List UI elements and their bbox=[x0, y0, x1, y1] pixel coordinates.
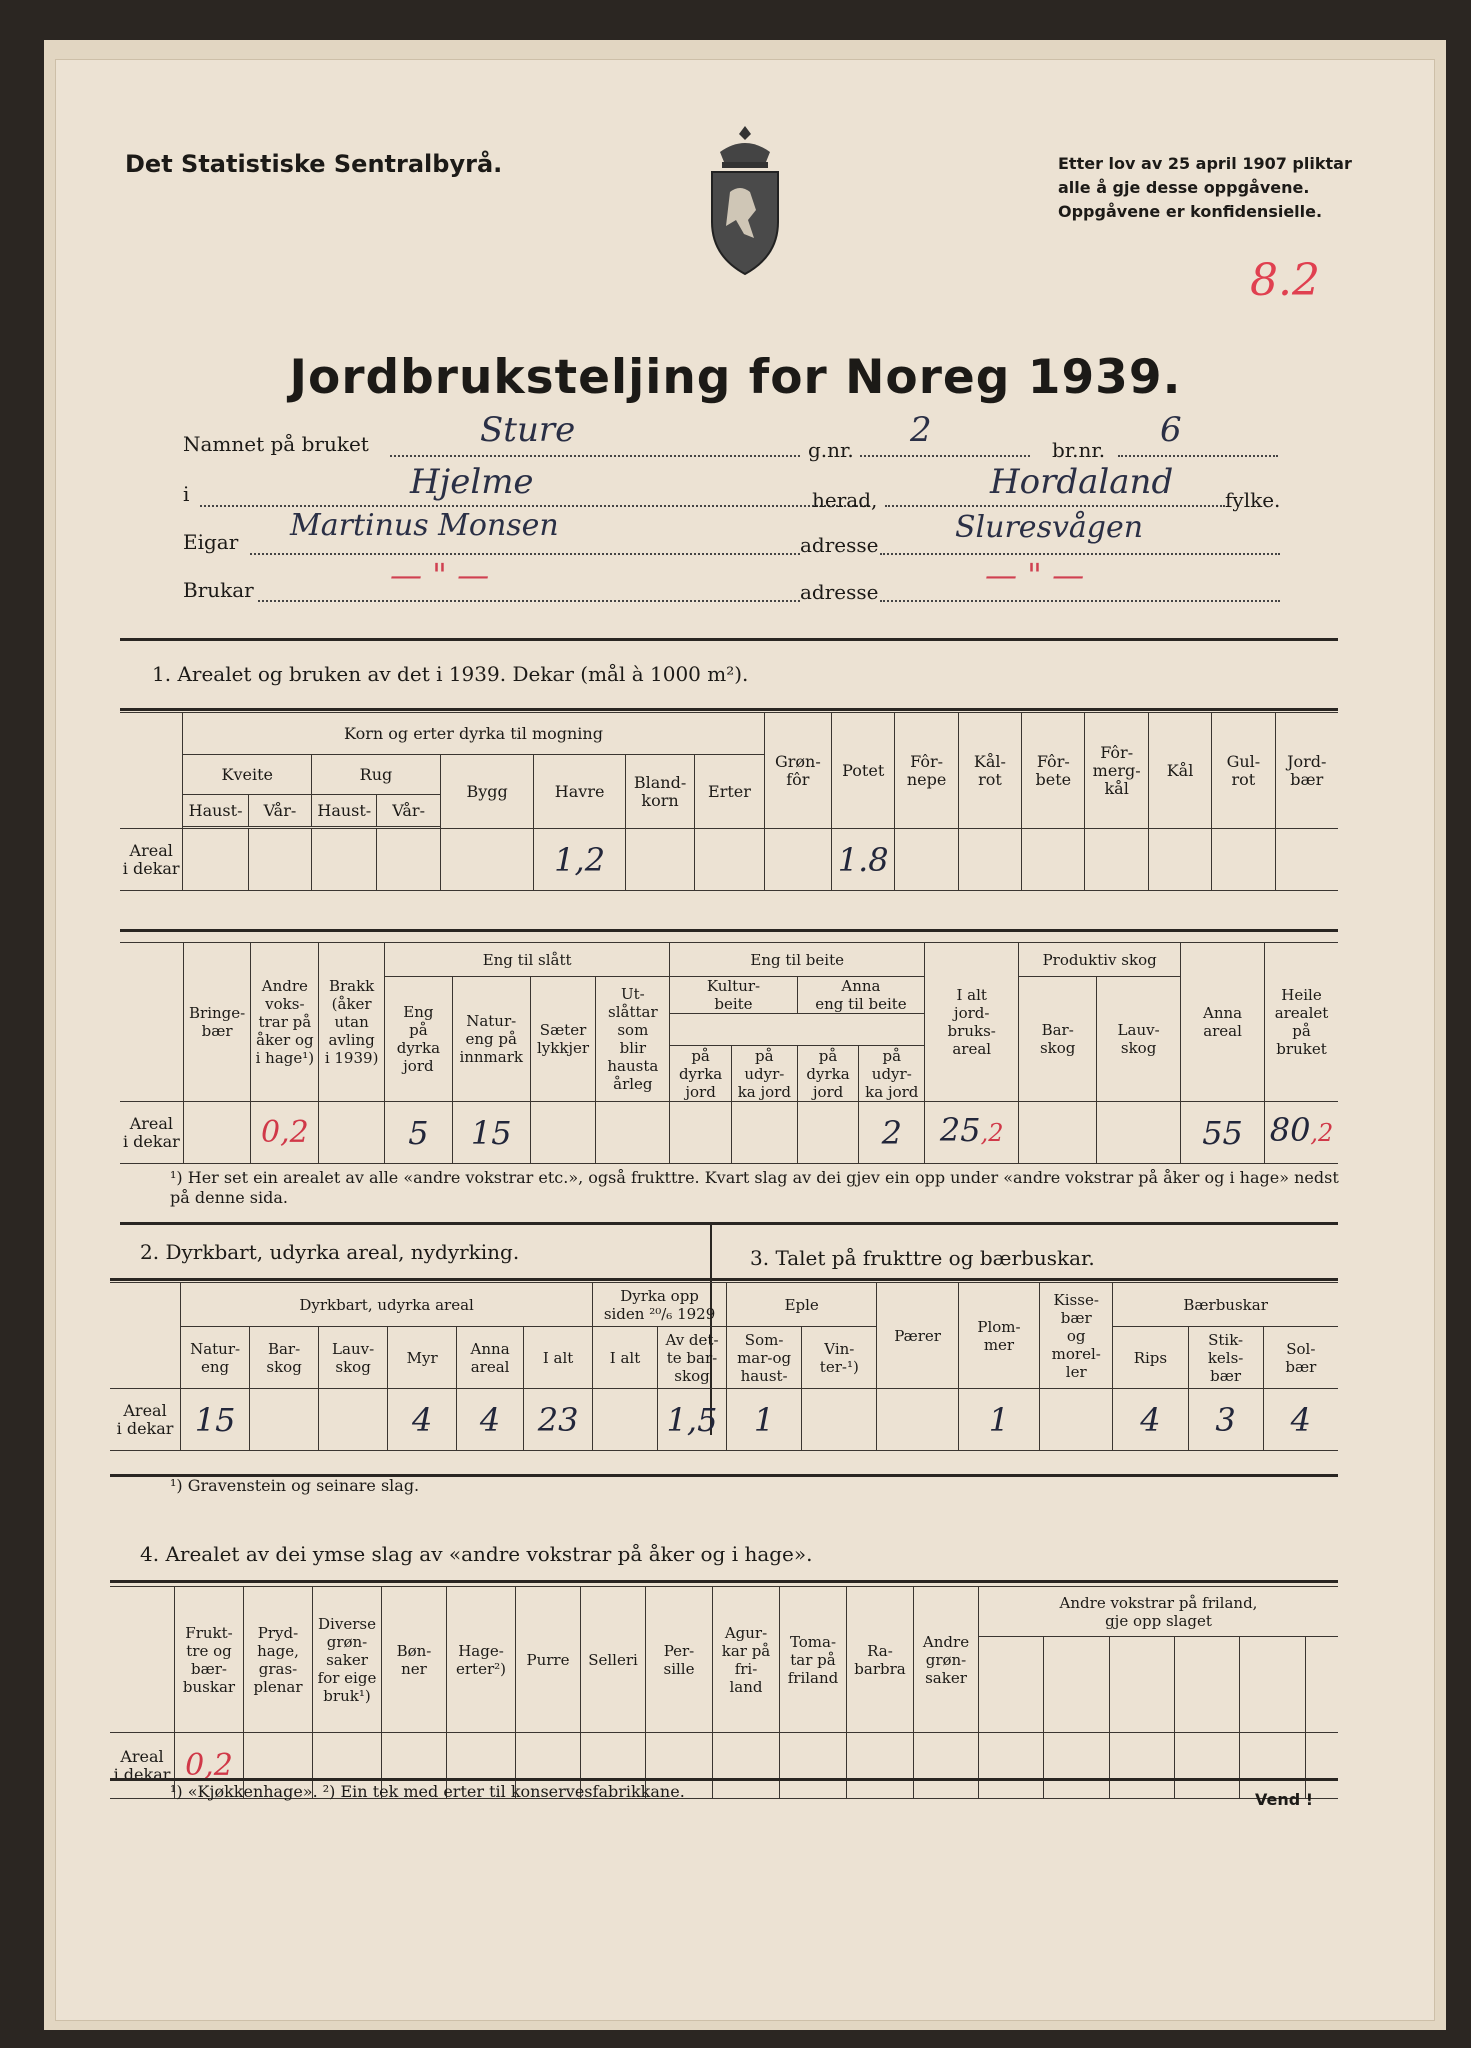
s1-corner bbox=[120, 713, 183, 829]
s1-forbete: Fôr- bete bbox=[1022, 713, 1085, 829]
s2-corner bbox=[110, 1283, 181, 1389]
s1-cell-gulrot[interactable] bbox=[1212, 829, 1275, 891]
s4-rabarbra: Ra- barbra bbox=[847, 1587, 914, 1733]
section1-mid-rule bbox=[120, 929, 1338, 932]
s1-cell-havre[interactable]: 1,2 bbox=[534, 829, 626, 891]
s3-cell-rips[interactable]: 4 bbox=[1113, 1389, 1188, 1451]
s1-kveite-haust: Haust- bbox=[183, 795, 248, 827]
s1b-kultur-udyrka: på udyr- ka jord bbox=[731, 1046, 797, 1102]
brnr-line bbox=[1118, 455, 1278, 457]
coat-of-arms-icon bbox=[700, 122, 790, 282]
legal-line-2: alle å gje desse oppgåvene. bbox=[1058, 178, 1310, 197]
brukar-value[interactable]: — " — bbox=[390, 556, 490, 594]
legal-notice bbox=[1058, 152, 1352, 224]
s1-kveite: Kveite bbox=[183, 755, 312, 795]
s1b-heile: Heile arealet på bruket bbox=[1265, 943, 1338, 1102]
section2-heading: 2. Dyrkbart, udyrka areal, nydyrking. bbox=[140, 1240, 520, 1264]
s1-rug-haust: Haust- bbox=[312, 795, 377, 827]
s1b-anna-udyrka: på udyr- ka jord bbox=[859, 1046, 925, 1102]
s4-selleri: Selleri bbox=[581, 1587, 646, 1733]
s1-potet: Potet bbox=[832, 713, 895, 829]
s2-anna-areal: Anna areal bbox=[457, 1327, 524, 1389]
s2-dyrka-i-alt: I alt bbox=[593, 1327, 658, 1389]
s3-sommar: Som- mar-og haust- bbox=[727, 1327, 802, 1389]
s1-cell-kveite-haust[interactable] bbox=[183, 829, 248, 891]
s1b-barskog: Bar- skog bbox=[1019, 977, 1097, 1102]
s3-cell-stikkels[interactable]: 3 bbox=[1188, 1389, 1263, 1451]
s4-diverse: Diverse grøn- saker for eige bruk¹) bbox=[313, 1587, 382, 1733]
eigar-value[interactable]: Martinus Monsen bbox=[290, 508, 559, 543]
s1b-eng-dyrka: Eng på dyrka jord bbox=[385, 977, 453, 1102]
s1b-anna-eng: Anna eng til beite bbox=[797, 977, 924, 1014]
s1-bygg: Bygg bbox=[440, 755, 534, 829]
s1b-eng-beite: Eng til beite bbox=[670, 943, 925, 977]
s1b-saeter: Sæter lykkjer bbox=[530, 977, 596, 1102]
s1b-cell-barskog[interactable] bbox=[1019, 1102, 1097, 1164]
s4-andre-friland: Andre vokstrar på friland, gje opp slaget bbox=[979, 1587, 1339, 1637]
s2-dyrkbart: Dyrkbart, udyrka areal bbox=[181, 1283, 593, 1327]
i-line bbox=[200, 505, 870, 507]
s1b-cell-andre[interactable]: 0,2 bbox=[251, 1102, 319, 1164]
s4-friland-col-6 bbox=[1305, 1637, 1338, 1733]
s2-row-label: Areal i dekar bbox=[110, 1389, 181, 1451]
s1b-heile-red: ,2 bbox=[1310, 1118, 1334, 1147]
s3-kissebaer: Kisse- bær og morel- ler bbox=[1040, 1283, 1113, 1389]
s1-cell-erter[interactable] bbox=[695, 829, 764, 891]
section1b-table bbox=[120, 942, 1338, 1164]
stamp-number: 8.2 bbox=[1250, 255, 1320, 306]
s1b-eng-slatt: Eng til slått bbox=[385, 943, 670, 977]
s1-row-label: Areal i dekar bbox=[120, 829, 183, 891]
s4-purre: Purre bbox=[516, 1587, 581, 1733]
s3-plommer: Plom- mer bbox=[958, 1283, 1039, 1389]
fylke-label: fylke. bbox=[1225, 488, 1281, 512]
s1-cell-gronfor[interactable] bbox=[764, 829, 831, 891]
s1b-bringebaer: Bringe- bær bbox=[183, 943, 251, 1102]
s1b-brakk: Brakk (åker utan avling i 1939) bbox=[319, 943, 385, 1102]
s4-andre-gronsaker: Andre grøn- saker bbox=[914, 1587, 979, 1733]
legal-line-3: Oppgåvene er konfidensielle. bbox=[1058, 202, 1323, 221]
eigar-adresse-value[interactable]: Sluresvågen bbox=[955, 510, 1144, 545]
s4-tomatar: Toma- tar på friland bbox=[780, 1587, 847, 1733]
s1b-i-alt-value: 25 bbox=[939, 1110, 981, 1149]
s2-cell-lauvskog[interactable] bbox=[319, 1389, 388, 1451]
s1b-cell-utslattar[interactable] bbox=[596, 1102, 670, 1164]
s2-av-dette: Av det- te bar- skog bbox=[657, 1327, 726, 1389]
s1b-anna-areal: Anna areal bbox=[1181, 943, 1265, 1102]
s3-eple: Eple bbox=[727, 1283, 877, 1327]
s1-korn-header: Korn og erter dyrka til mogning bbox=[183, 713, 764, 755]
section4-bottom-rule bbox=[110, 1778, 1338, 1781]
section2-3-table bbox=[110, 1282, 1338, 1451]
s1b-cell-saeter[interactable] bbox=[530, 1102, 596, 1164]
s1-rug: Rug bbox=[312, 755, 441, 795]
s1b-row-label: Areal i dekar bbox=[120, 1102, 183, 1164]
section2-note: ¹) Gravenstein og seinare slag. bbox=[170, 1476, 420, 1495]
brnr-label: br.nr. bbox=[1052, 438, 1106, 462]
divider bbox=[120, 638, 1338, 641]
s1-cell-potet[interactable]: 1.8 bbox=[832, 829, 895, 891]
s1b-cell-brakk[interactable] bbox=[319, 1102, 385, 1164]
s1b-cell-i-alt[interactable] bbox=[925, 1102, 1019, 1164]
i-label: i bbox=[183, 482, 190, 506]
s1-kalrot: Kål- rot bbox=[958, 713, 1021, 829]
s4-friland-col-5 bbox=[1240, 1637, 1305, 1733]
s1b-cell-bringebaer[interactable] bbox=[183, 1102, 251, 1164]
eigar-adresse-line bbox=[880, 553, 1280, 555]
s1b-cell-kultur-dyrka[interactable] bbox=[670, 1102, 732, 1164]
s1b-corner bbox=[120, 943, 183, 1102]
vend-label: Vend ! bbox=[1255, 1790, 1314, 1809]
brukar-label: Brukar bbox=[183, 578, 254, 602]
s4-cell-andre-gronsaker[interactable] bbox=[914, 1733, 979, 1799]
section4-note: ¹) «Kjøkkenhage». ²) Ein tek med erter til konservesfabrikkane. bbox=[170, 1782, 685, 1801]
s4-friland-col-4 bbox=[1175, 1637, 1240, 1733]
eigar-label: Eigar bbox=[183, 530, 239, 554]
s4-cell-friland-4[interactable] bbox=[1175, 1733, 1240, 1799]
s1-gulrot: Gul- rot bbox=[1212, 713, 1275, 829]
s2-cell-dyrka-i-alt[interactable] bbox=[593, 1389, 658, 1451]
s3-cell-vinter[interactable] bbox=[802, 1389, 877, 1451]
s4-frukttre: Frukt- tre og bær- buskar bbox=[175, 1587, 244, 1733]
s1b-naturaeng: Natur- eng på innmark bbox=[452, 977, 530, 1102]
s4-cell-agurkar[interactable] bbox=[713, 1733, 780, 1799]
s1b-heile-value: 80 bbox=[1269, 1110, 1311, 1149]
herad-label: herad, bbox=[812, 488, 878, 512]
s1-fornepe: Fôr- nepe bbox=[895, 713, 958, 829]
page-title: Jordbruksteljing for Noreg 1939. bbox=[289, 350, 1182, 405]
s1-erter: Erter bbox=[695, 755, 764, 829]
s1b-lauvskog: Lauv- skog bbox=[1097, 977, 1181, 1102]
s1b-cell-eng-dyrka[interactable]: 5 bbox=[385, 1102, 453, 1164]
s4-cell-frukttre[interactable]: 0,2 bbox=[175, 1733, 244, 1799]
s1b-i-alt-red: ,2 bbox=[980, 1118, 1004, 1147]
s3-cell-paerer[interactable] bbox=[877, 1389, 958, 1451]
s1-jordbaer: Jord- bær bbox=[1275, 713, 1338, 829]
s1-formergkal: Fôr- merg- kål bbox=[1085, 713, 1148, 829]
s4-friland-col-2 bbox=[1044, 1637, 1109, 1733]
s4-friland-col-1 bbox=[979, 1637, 1044, 1733]
s1-cell-blandkorn[interactable] bbox=[625, 829, 694, 891]
s2-cell-i-alt[interactable]: 23 bbox=[524, 1389, 593, 1451]
s1b-produktiv-skog: Produktiv skog bbox=[1019, 943, 1181, 977]
s2-cell-naturaeng[interactable]: 15 bbox=[181, 1389, 250, 1451]
s4-agurkar: Agur- kar på fri- land bbox=[713, 1587, 780, 1733]
section3-heading: 3. Talet på frukttre og bærbuskar. bbox=[750, 1246, 1095, 1270]
s1-rug-var: Vår- bbox=[377, 795, 440, 827]
s2-myr: Myr bbox=[388, 1327, 457, 1389]
s4-friland-col-3 bbox=[1109, 1637, 1174, 1733]
s3-cell-kissebaer[interactable] bbox=[1040, 1389, 1113, 1451]
s2-i-alt: I alt bbox=[524, 1327, 593, 1389]
s1-cell-bygg[interactable] bbox=[440, 829, 534, 891]
s1-havre: Havre bbox=[534, 755, 626, 829]
s1-cell-kveite-var[interactable] bbox=[248, 829, 311, 891]
gnr-value[interactable]: 2 bbox=[910, 410, 932, 450]
gnr-label: g.nr. bbox=[808, 438, 854, 462]
brukar-adresse-value[interactable]: — " — bbox=[985, 556, 1085, 594]
section1-top-rule bbox=[120, 708, 1338, 711]
s3-cell-sommar[interactable]: 1 bbox=[727, 1389, 802, 1451]
gnr-line bbox=[860, 455, 1030, 457]
section4-heading: 4. Arealet av dei ymse slag av «andre vokstrar på åker og i hage». bbox=[140, 1542, 813, 1566]
s1b-utslattar: Ut- slåttar som blir hausta årleg bbox=[596, 977, 670, 1102]
s4-bonner: Bøn- ner bbox=[382, 1587, 447, 1733]
namnet-line bbox=[390, 455, 800, 457]
brnr-value[interactable]: 6 bbox=[1160, 410, 1182, 450]
section1b-note: ¹) Her set ein arealet av alle «andre vokstrar etc.», også frukttre. Kvart slag av dei gjev ein opp under «andre vokstrar på åker og i hage» nedst på denne sida. bbox=[170, 1168, 1339, 1207]
s1-cell-kal[interactable] bbox=[1148, 829, 1211, 891]
s1-cell-fornepe[interactable] bbox=[895, 829, 958, 891]
s4-cell-rabarbra[interactable] bbox=[847, 1733, 914, 1799]
brukar-adresse-line bbox=[880, 600, 1280, 602]
s2-barskog: Bar- skog bbox=[250, 1327, 319, 1389]
section1-table bbox=[120, 712, 1338, 891]
s1-kveite-var: Vår- bbox=[248, 795, 311, 827]
s1b-kultur-dyrka: på dyrka jord bbox=[670, 1046, 732, 1102]
s3-solbaer: Sol- bær bbox=[1263, 1327, 1338, 1389]
brukar-line bbox=[258, 600, 800, 602]
section1-heading: 1. Arealet og bruken av det i 1939. Dekar (mål à 1000 m²). bbox=[152, 662, 749, 686]
namnet-label: Namnet på bruket bbox=[183, 432, 369, 456]
brukar-adresse-label: adresse bbox=[800, 580, 879, 604]
s2-cell-av-dette[interactable]: 1,5 bbox=[657, 1389, 726, 1451]
agency-name: Det Statistiske Sentralbyrå. bbox=[125, 150, 503, 178]
s1b-andre-vokstrar: Andre voks- trar på åker og i hage¹) bbox=[251, 943, 319, 1102]
s2-cell-anna[interactable]: 4 bbox=[457, 1389, 524, 1451]
s2-naturaeng: Natur- eng bbox=[181, 1327, 250, 1389]
s1b-cell-kultur-udyrka[interactable] bbox=[731, 1102, 797, 1164]
s3-stikkelsbaer: Stik- kels- bær bbox=[1188, 1327, 1263, 1389]
s2-lauvskog: Lauv- skog bbox=[319, 1327, 388, 1389]
s3-baerbuskar: Bærbuskar bbox=[1113, 1283, 1338, 1327]
s4-corner bbox=[110, 1587, 175, 1733]
s1b-i-alt: I alt jord- bruks- areal bbox=[925, 943, 1019, 1102]
s1-kal: Kål bbox=[1148, 713, 1211, 829]
legal-line-1: Etter lov av 25 april 1907 pliktar bbox=[1058, 154, 1352, 173]
s1b-cell-heile[interactable] bbox=[1265, 1102, 1338, 1164]
s1b-cell-anna-areal[interactable]: 55 bbox=[1181, 1102, 1265, 1164]
s1-cell-rug-haust[interactable] bbox=[312, 829, 377, 891]
s1b-cell-anna-dyrka[interactable] bbox=[797, 1102, 859, 1164]
s4-cell-friland-6[interactable] bbox=[1305, 1733, 1338, 1799]
s3-paerer: Pærer bbox=[877, 1283, 958, 1389]
s4-cell-friland-2[interactable] bbox=[1044, 1733, 1109, 1799]
s4-persille: Per- sille bbox=[646, 1587, 713, 1733]
s2-dyrka-opp: Dyrka opp siden ²⁰/₆ 1929 bbox=[593, 1283, 727, 1327]
herad-value[interactable]: Hordaland bbox=[990, 462, 1174, 502]
s3-cell-plommer[interactable]: 1 bbox=[958, 1389, 1039, 1451]
eigar-line bbox=[250, 553, 800, 555]
s1b-cell-naturaeng[interactable]: 15 bbox=[452, 1102, 530, 1164]
s4-row-label: Areal i dekar bbox=[110, 1733, 175, 1799]
s2-cell-myr[interactable]: 4 bbox=[388, 1389, 457, 1451]
s4-cell-friland-1[interactable] bbox=[979, 1733, 1044, 1799]
section1b-bottom-rule bbox=[120, 1222, 1338, 1225]
section4-table bbox=[110, 1586, 1338, 1799]
s1-blandkorn: Bland- korn bbox=[625, 755, 694, 829]
s1-cell-forbete[interactable] bbox=[1022, 829, 1085, 891]
s1b-spacer bbox=[670, 1014, 925, 1046]
s3-rips: Rips bbox=[1113, 1327, 1188, 1389]
s1-cell-jordbaer[interactable] bbox=[1275, 829, 1338, 891]
s1-cell-formergkal[interactable] bbox=[1085, 829, 1148, 891]
i-value[interactable]: Hjelme bbox=[410, 462, 534, 502]
namnet-value[interactable]: Sture bbox=[480, 410, 576, 450]
s4-prydhage: Pryd- hage, gras- plenar bbox=[244, 1587, 313, 1733]
s4-hageerter: Hage- erter²) bbox=[447, 1587, 516, 1733]
s3-vinter: Vin- ter-¹) bbox=[802, 1327, 877, 1389]
s4-cell-friland-3[interactable] bbox=[1109, 1733, 1174, 1799]
s2-cell-barskog[interactable] bbox=[250, 1389, 319, 1451]
s4-cell-tomatar[interactable] bbox=[780, 1733, 847, 1799]
s1b-cell-lauvskog[interactable] bbox=[1097, 1102, 1181, 1164]
section2-top-rule bbox=[110, 1278, 1338, 1281]
section4-top-rule bbox=[110, 1580, 1338, 1583]
herad-line bbox=[885, 505, 1225, 507]
s1b-kulturbeite: Kultur- beite bbox=[670, 977, 797, 1014]
s1b-anna-dyrka: på dyrka jord bbox=[797, 1046, 859, 1102]
s3-cell-solbaer[interactable]: 4 bbox=[1263, 1389, 1338, 1451]
s1-cell-rug-var[interactable] bbox=[377, 829, 440, 891]
s1b-cell-anna-udyrka[interactable]: 2 bbox=[859, 1102, 925, 1164]
s1-cell-kalrot[interactable] bbox=[958, 829, 1021, 891]
s4-cell-friland-5[interactable] bbox=[1240, 1733, 1305, 1799]
eigar-adresse-label: adresse bbox=[800, 533, 879, 557]
s1-gronfor: Grøn- fôr bbox=[764, 713, 831, 829]
